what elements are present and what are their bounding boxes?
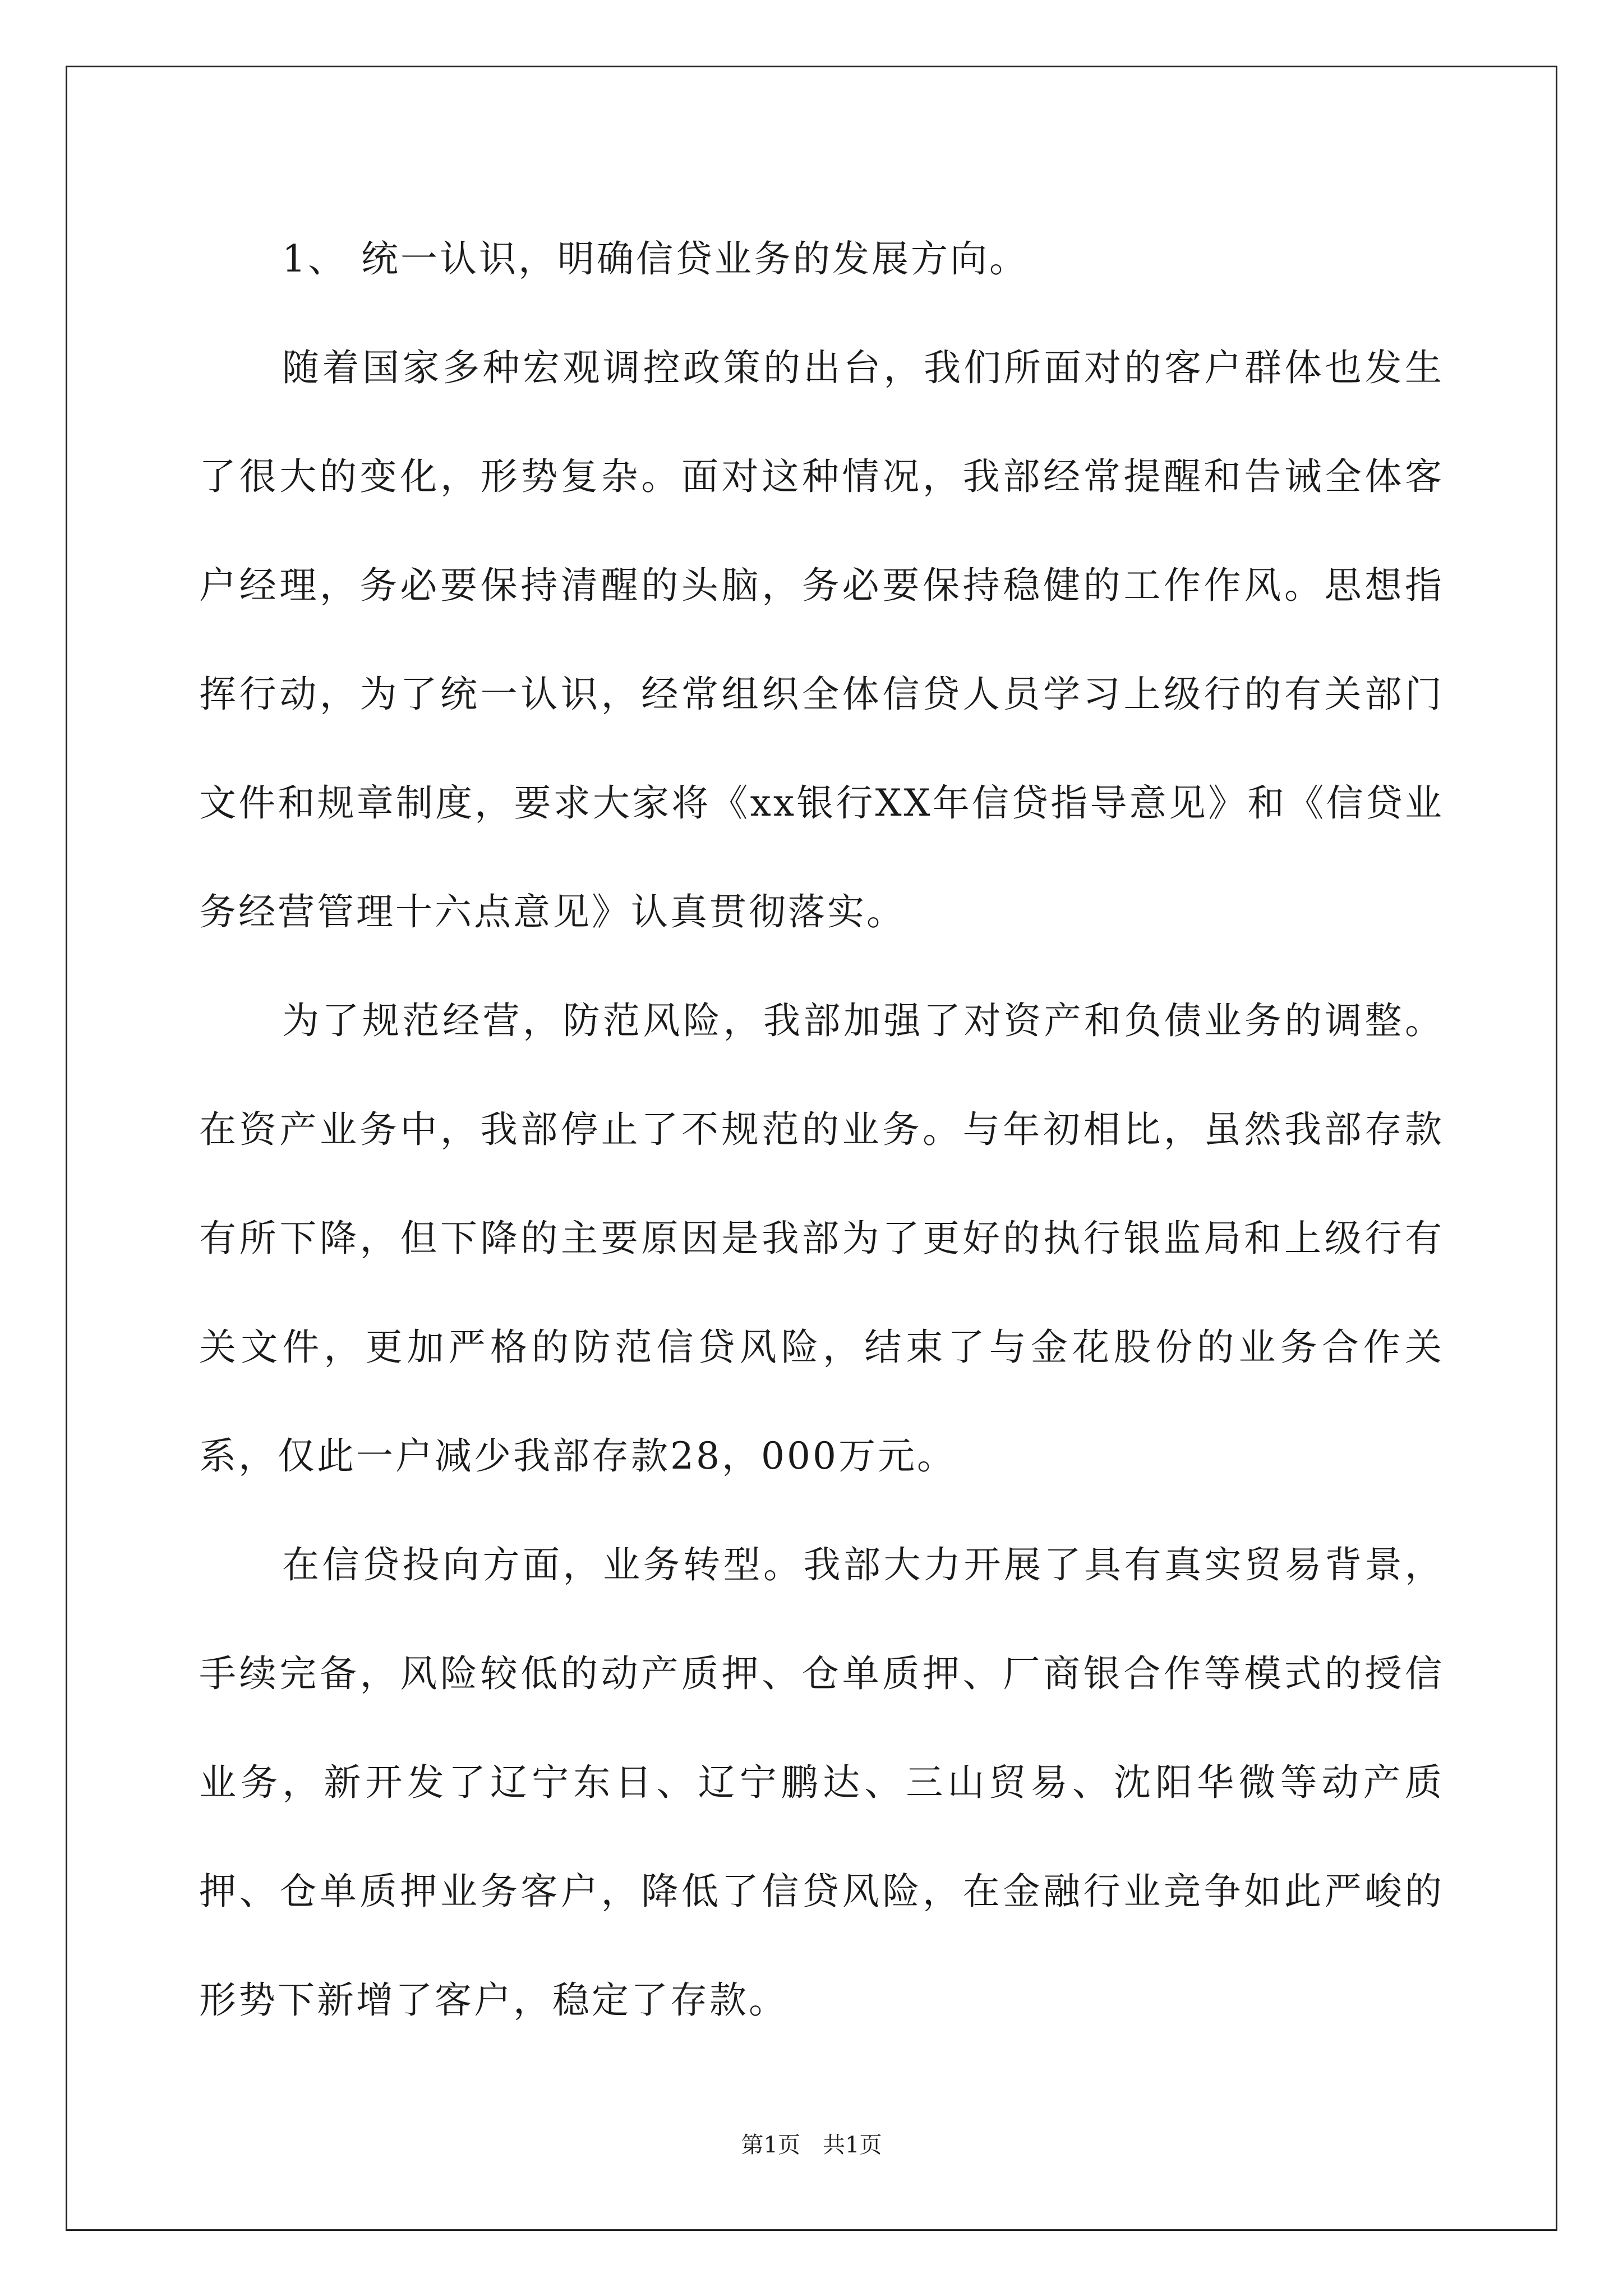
page-footer: 第1页 共1页 bbox=[741, 2132, 882, 2158]
document-body bbox=[199, 205, 1444, 2055]
paragraph-risk: 为了规范经营，防范风险，我部加强了对资产和负债业务的调整。在资产业务中，我部停止了不规范的业务。与年初相比，虽然我部存款有所下降，但下降的主要原因是我部为了更好的执行银监局和上级行有关文件，更加严格的防范信贷风险，结束了与金花股份的业务合作关系，仅此一户减少我部存款28，000万元。 bbox=[199, 999, 1444, 1478]
section-heading: 1、 统一认识，明确信贷业务的发展方向。 bbox=[282, 237, 1029, 280]
paragraph-policy: 随着国家多种宏观调控政策的出台，我们所面对的客户群体也发生了很大的变化，形势复杂。面对这种情况，我部经常提醒和告诫全体客户经理，务必要保持清醒的头脑，务必要保持稳健的工作作风。思想指挥行动，为了统一认识，经常组织全体信贷人员学习上级行的有关部门文件和规章制度，要求大家将《xx银行XX年信贷指导意见》和《信贷业务经营管理十六点意见》认真贯彻落实。 bbox=[199, 346, 1444, 933]
paragraph-credit: 在信贷投向方面，业务转型。我部大力开展了具有真实贸易背景，手续完备，风险较低的动产质押、仓单质押、厂商银合作等模式的授信业务，新开发了辽宁东日、辽宁鹏达、三山贸易、沈阳华微等动产质押、仓单质押业务客户，降低了信贷风险，在金融行业竞争如此严峻的形势下新增了客户，稳定了存款。 bbox=[199, 1543, 1444, 2022]
